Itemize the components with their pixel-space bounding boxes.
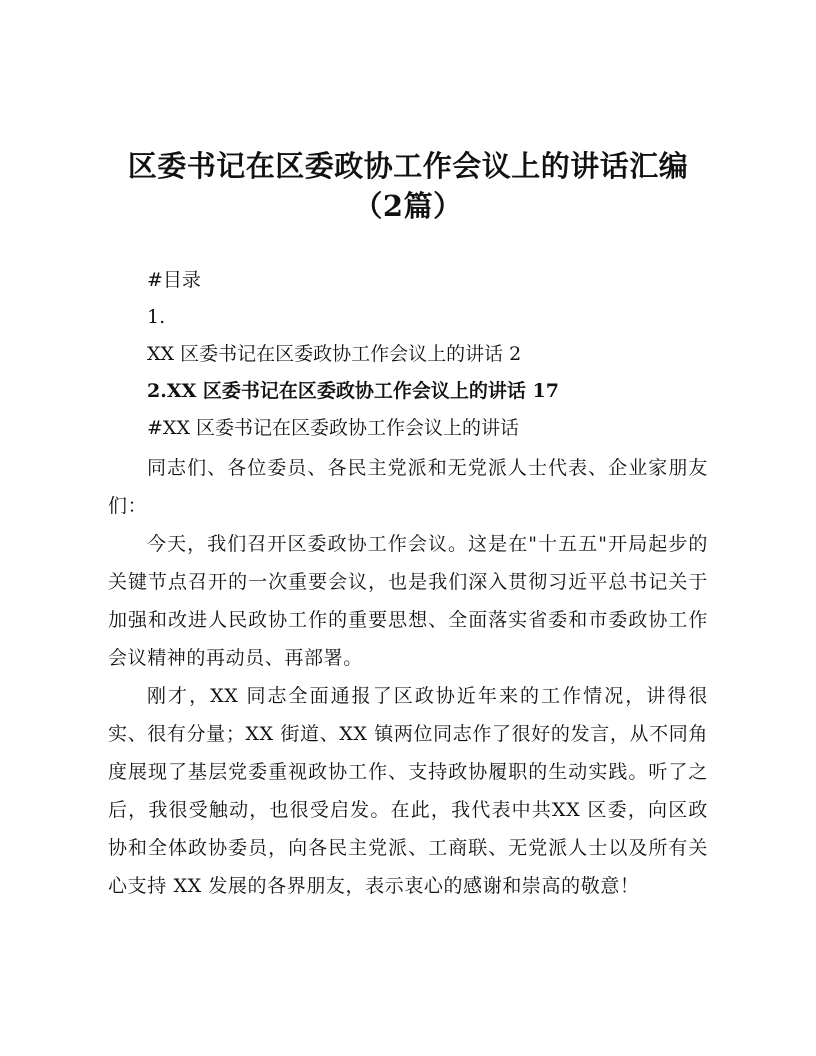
section-heading: #XX 区委书记在区委政协工作会议上的讲话	[147, 417, 520, 439]
salutation-paragraph: 同志们、各位委员、各民主党派和无党派人士代表、企业家朋友们：	[108, 457, 708, 517]
body-paragraph-thanks: 刚才，XX 同志全面通报了区政协近年来的工作情况，讲得很实、很有分量；XX 街道、XX 镇两位同志作了很好的发言，从不同角度展现了基层党委重视政协工作、支持政协履职的生动实践。听了之后，我很受触动，也很受启发。在此，我代表中共XX 区委，向区政协和全体政协委员，向各民主党派、工商联、无党派人士以及所有关心支持 XX 发展的各界朋友，表示衷心的感谢和崇高的敬意！	[108, 685, 708, 897]
table-of-contents	[108, 262, 708, 447]
toc-item-1-number: 1.	[147, 306, 166, 328]
document-title: 区委书记在区委政协工作会议上的讲话汇编（2篇）	[127, 149, 689, 223]
toc-heading: #目录	[147, 269, 201, 291]
body-paragraph-opening: 今天，我们召开区委政协工作会议。这是在"十五五"开局起步的关键节点召开的一次重要会议，也是我们深入贯彻习近平总书记关于加强和改进人民政协工作的重要思想、全面落实省委和市委政协工作会议精神的再动员、再部署。	[108, 533, 708, 669]
toc-item-2: 2.XX 区委书记在区委政协工作会议上的讲话 17	[147, 380, 559, 402]
toc-item-1: XX 区委书记在区委政协工作会议上的讲话 2	[147, 343, 522, 365]
